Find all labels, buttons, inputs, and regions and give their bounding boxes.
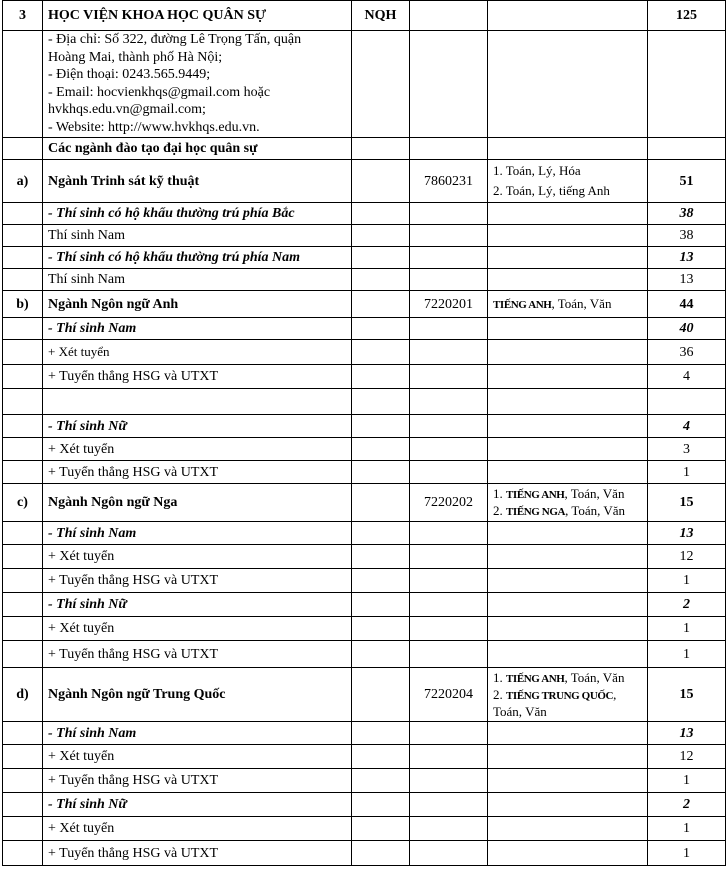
- table-row: [3, 365, 726, 389]
- row-label: - Thí sinh Nữ: [43, 793, 352, 817]
- program-name: Ngành Trinh sát kỹ thuật: [43, 160, 352, 203]
- combo-prefix: 1.: [493, 669, 506, 685]
- table-row: [3, 225, 726, 247]
- institution-index: 3: [3, 1, 43, 31]
- institution-code: NQH: [352, 1, 410, 31]
- table-row: [3, 318, 726, 340]
- institution-quota: 125: [648, 1, 726, 31]
- row-value: 13: [648, 247, 726, 269]
- table-row: [3, 545, 726, 569]
- row-label: + Tuyển thẳng HSG và UTXT: [43, 769, 352, 793]
- programs-heading-row: [3, 138, 726, 160]
- program-name: Ngành Ngôn ngữ Trung Quốc: [43, 668, 352, 722]
- row-value: 38: [648, 203, 726, 225]
- row-label: + Xét tuyển: [43, 617, 352, 641]
- program-quota: 15: [648, 484, 726, 522]
- program-name: Ngành Ngôn ngữ Anh: [43, 291, 352, 318]
- combo-line: [493, 670, 642, 687]
- combo-line: Toán, Văn: [493, 703, 547, 719]
- row-value: 3: [648, 438, 726, 461]
- program-combos: [488, 484, 648, 522]
- table-row: [3, 641, 726, 668]
- row-label: - Thí sinh có hộ khẩu thường trú phía Nam: [43, 247, 352, 269]
- row-label: + Tuyển thẳng HSG và UTXT: [43, 569, 352, 593]
- row-value: 12: [648, 745, 726, 769]
- combo-subject-caps: TIẾNG ANH: [506, 672, 565, 685]
- row-label: - Thí sinh Nữ: [43, 415, 352, 438]
- combo-subject-rest: , Toán, Văn: [564, 485, 625, 501]
- admissions-table: [2, 0, 726, 866]
- row-value: 13: [648, 522, 726, 545]
- row-value: 1: [648, 569, 726, 593]
- combo-line: 2. Toán, Lý, tiếng Anh: [493, 183, 610, 198]
- combo-subject-caps: TIẾNG TRUNG QUỐC: [506, 689, 614, 702]
- program-row: [3, 484, 726, 522]
- row-value: 4: [648, 415, 726, 438]
- program-quota: 15: [648, 668, 726, 722]
- row-label: + Tuyển thẳng HSG và UTXT: [43, 365, 352, 389]
- row-label: + Xét tuyển: [43, 545, 352, 569]
- row-label: - Thí sinh Nam: [43, 722, 352, 745]
- row-label: + Xét tuyển: [43, 340, 352, 365]
- table-row: [3, 593, 726, 617]
- table-row: [3, 817, 726, 841]
- table-row: [3, 617, 726, 641]
- combo-prefix: 2.: [493, 686, 506, 702]
- row-value: 40: [648, 318, 726, 340]
- row-label: Thí sinh Nam: [43, 269, 352, 291]
- table-row: [3, 522, 726, 545]
- combo-line: [493, 687, 642, 704]
- row-value: 2: [648, 593, 726, 617]
- combo-line: [493, 486, 642, 503]
- row-value: 1: [648, 617, 726, 641]
- table-row: [3, 793, 726, 817]
- combo-subject-caps: TIẾNG ANH: [506, 488, 565, 501]
- combo-line: [493, 503, 642, 520]
- program-row: [3, 668, 726, 722]
- table-row: [3, 438, 726, 461]
- program-code: 7220204: [410, 668, 488, 722]
- combo-subject-rest: , Toán, Văn: [551, 295, 612, 311]
- combo-line: 1. Toán, Lý, Hóa: [493, 163, 581, 178]
- program-code: 7220202: [410, 484, 488, 522]
- program-combos: [488, 160, 648, 203]
- table-row: [3, 415, 726, 438]
- combo-subject-rest: , Toán, Văn: [565, 502, 626, 518]
- program-label: c): [3, 484, 43, 522]
- row-value: 4: [648, 365, 726, 389]
- program-combos: [488, 291, 648, 318]
- row-value: 1: [648, 769, 726, 793]
- row-label: + Xét tuyển: [43, 817, 352, 841]
- row-value: 36: [648, 340, 726, 365]
- table-row: [3, 722, 726, 745]
- programs-heading: Các ngành đào tạo đại học quân sự: [43, 138, 352, 160]
- row-value: 1: [648, 817, 726, 841]
- table-row: [3, 247, 726, 269]
- row-value: 38: [648, 225, 726, 247]
- email-line: - Email: hocvienkhqs@gmail.com hoặc: [48, 84, 271, 100]
- combo-subject-caps: TIẾNG NGA: [506, 505, 566, 518]
- program-quota: 51: [648, 160, 726, 203]
- table-row: [3, 841, 726, 866]
- combo-prefix: 2.: [493, 502, 506, 518]
- program-label: b): [3, 291, 43, 318]
- table-row: [3, 769, 726, 793]
- row-label: - Thí sinh Nữ: [43, 593, 352, 617]
- address-line: - Địa chỉ: Số 322, đường Lê Trọng Tấn, quận: [48, 32, 302, 47]
- program-label: d): [3, 668, 43, 722]
- address-line: Hoàng Mai, thành phố Hà Nội;: [48, 49, 223, 65]
- row-label: + Tuyển thẳng HSG và UTXT: [43, 841, 352, 866]
- row-label: + Xét tuyển: [43, 745, 352, 769]
- program-row: [3, 160, 726, 203]
- row-label: + Tuyển thẳng HSG và UTXT: [43, 461, 352, 484]
- row-value: 12: [648, 545, 726, 569]
- program-label: a): [3, 160, 43, 203]
- combo-subject-rest: ,: [613, 686, 617, 702]
- row-label: Thí sinh Nam: [43, 225, 352, 247]
- row-label: - Thí sinh Nam: [43, 318, 352, 340]
- institution-name: HỌC VIỆN KHOA HỌC QUÂN SỰ: [43, 1, 352, 31]
- table-row: [3, 269, 726, 291]
- row-value: 2: [648, 793, 726, 817]
- institution-row: [3, 1, 726, 31]
- table-row: [3, 340, 726, 365]
- combo-subject-rest: , Toán, Văn: [564, 669, 625, 685]
- row-value: 13: [648, 722, 726, 745]
- table-row: [3, 461, 726, 484]
- program-code: 7220201: [410, 291, 488, 318]
- website-line: - Website: http://www.hvkhqs.edu.vn.: [48, 119, 260, 135]
- phone-line: - Điện thoại: 0243.565.9449;: [48, 67, 211, 82]
- institution-address-row: [3, 31, 726, 138]
- row-label: + Xét tuyển: [43, 438, 352, 461]
- table-row: [3, 745, 726, 769]
- combo-subject-caps: TIẾNG ANH: [493, 298, 552, 311]
- program-name: Ngành Ngôn ngữ Nga: [43, 484, 352, 522]
- row-label: + Tuyển thẳng HSG và UTXT: [43, 641, 352, 668]
- program-quota: 44: [648, 291, 726, 318]
- program-code: 7860231: [410, 160, 488, 203]
- empty-row: [3, 389, 726, 415]
- email-line: hvkhqs.edu.vn@gmail.com;: [48, 102, 206, 117]
- combo-prefix: 1.: [493, 485, 506, 501]
- institution-address: [43, 31, 352, 138]
- row-value: 1: [648, 461, 726, 484]
- row-value: 13: [648, 269, 726, 291]
- program-row: [3, 291, 726, 318]
- row-label: - Thí sinh có hộ khẩu thường trú phía Bắc: [43, 203, 352, 225]
- row-value: 1: [648, 841, 726, 866]
- table-row: [3, 569, 726, 593]
- row-value: 1: [648, 641, 726, 668]
- row-label: - Thí sinh Nam: [43, 522, 352, 545]
- table-row: [3, 203, 726, 225]
- program-combos: [488, 668, 648, 722]
